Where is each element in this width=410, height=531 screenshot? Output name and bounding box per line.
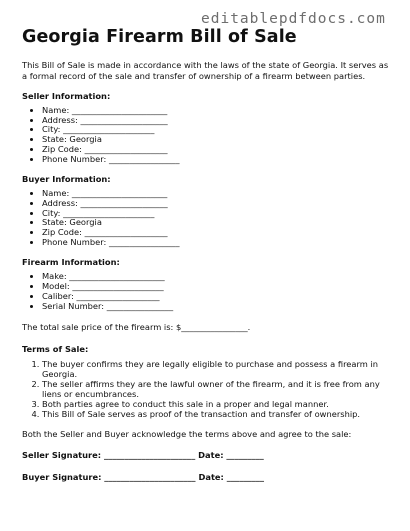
seller-city-field: • City: ______________________ xyxy=(42,125,394,135)
seller-state-field: • State: Georgia xyxy=(42,135,394,145)
terms-item: 3. Both parties agree to conduct this sale in a proper and legal manner. xyxy=(42,399,394,409)
firearm-make-field: • Make: _______________________ xyxy=(42,272,394,282)
buyer-signature-line: Buyer Signature: ______________________ Date: _________ xyxy=(22,472,265,483)
seller-phone-field: • Phone Number: _________________ xyxy=(42,155,394,165)
buyer-zip-field: • Zip Code: ____________________ xyxy=(42,228,394,238)
terms-item: 4. This Bill of Sale serves as proof of the transaction and transfer of ownership. xyxy=(42,409,394,419)
seller-field-list xyxy=(22,106,394,164)
firearm-serial-field: • Serial Number: ________________ xyxy=(42,302,394,312)
buyer-state-field: • State: Georgia xyxy=(42,218,394,228)
seller-section-heading: Seller Information: xyxy=(22,91,111,101)
watermark-site-name: editablepdfdocs.com xyxy=(201,11,386,27)
terms-item: 2. The seller affirms they are the lawful owner of the firearm, and it is free from any liens or encumbrances. xyxy=(42,379,394,399)
buyer-address-field: • Address: _____________________ xyxy=(42,199,394,209)
seller-name-field: • Name: _______________________ xyxy=(42,106,394,116)
seller-zip-field: • Zip Code: ____________________ xyxy=(42,145,394,155)
document-title: Georgia Firearm Bill of Sale xyxy=(22,27,297,47)
seller-signature-line: Seller Signature: ______________________ Date: _________ xyxy=(22,450,264,461)
buyer-phone-field: • Phone Number: _________________ xyxy=(42,238,394,248)
firearm-model-field: • Model: ______________________ xyxy=(42,282,394,292)
buyer-field-list xyxy=(22,189,394,247)
intro-paragraph: This Bill of Sale is made in accordance with the laws of the state of Georgia. It serves as a formal record of the sale and transfer of ownership of a firearm between parties. xyxy=(22,60,389,81)
buyer-city-field: • City: ______________________ xyxy=(42,209,394,219)
buyer-section-heading: Buyer Information: xyxy=(22,174,111,185)
acknowledgement-text: Both the Seller and Buyer acknowledge the terms above and agree to the sale: xyxy=(22,429,352,440)
terms-list xyxy=(22,359,394,419)
bill-of-sale-document xyxy=(22,27,394,482)
sale-price-line: The total sale price of the firearm is: $________________. xyxy=(22,322,251,333)
terms-item: 1. The buyer confirms they are legally eligible to purchase and possess a firearm in Georgia. xyxy=(42,359,394,379)
firearm-section-heading: Firearm Information: xyxy=(22,257,120,268)
firearm-field-list xyxy=(22,272,394,311)
buyer-name-field: • Name: _______________________ xyxy=(42,189,394,199)
firearm-caliber-field: • Caliber: ____________________ xyxy=(42,292,394,302)
terms-section-heading: Terms of Sale: xyxy=(22,344,89,355)
seller-address-field: • Address: _____________________ xyxy=(42,116,394,126)
